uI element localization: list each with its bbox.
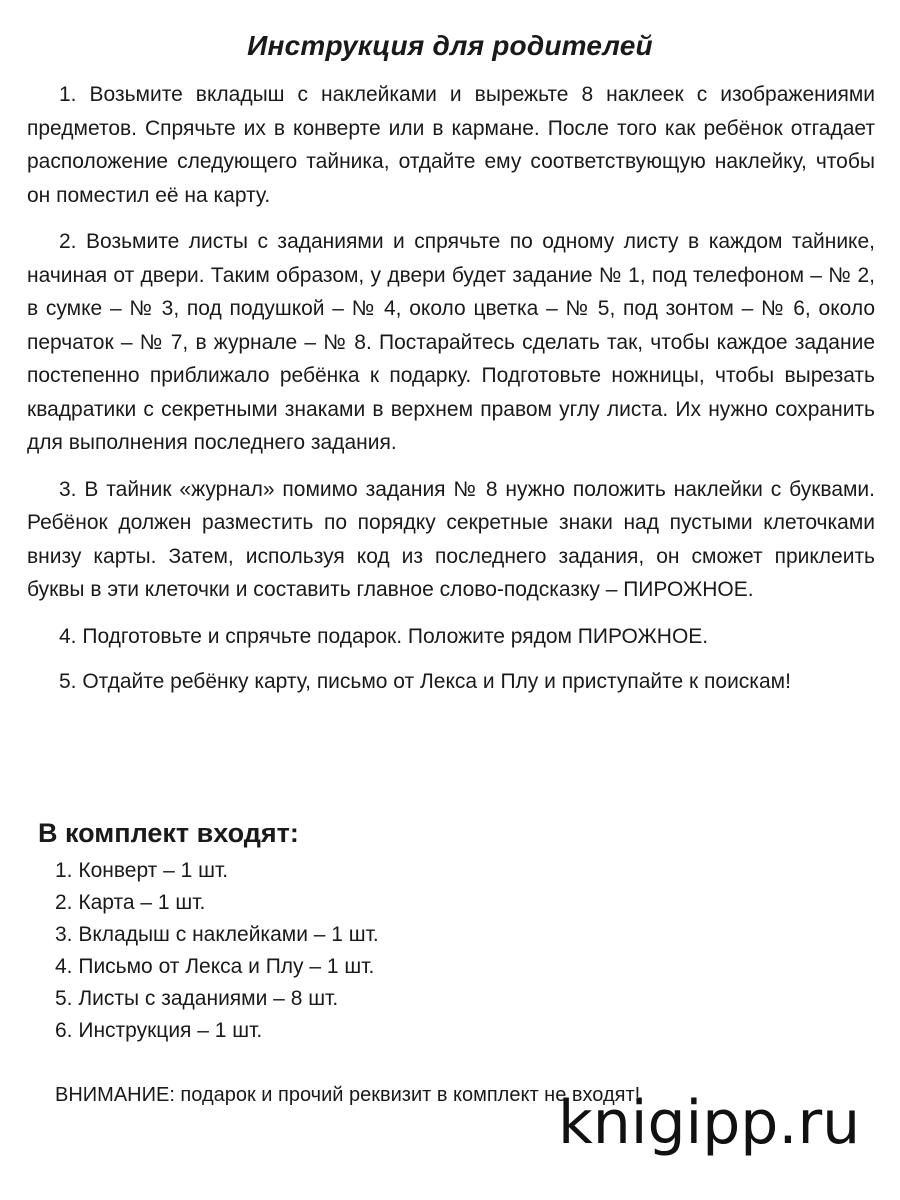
kit-list — [38, 855, 838, 1047]
kit-contents-section — [38, 818, 838, 1047]
kit-list-item: 2. Карта – 1 шт. — [55, 891, 206, 914]
instruction-paragraph-2: 2. Возьмите листы с заданиями и спрячьте по одному листу в каждом тайнике, начиная от двери. Таким образом, у двери будет задание № 1, под телефоном – № 2, в сумке – № 3, под подушкой – № 4, около цветка – № 5, под зонтом – № 6, около перчаток – № 7, в журнале – № 8. Постарайтесь сделать так, чтобы каждое задание постепенно приближало ребёнка к подарку. Подготовьте ножницы, чтобы вырезать квадратики с секретными знаками в верхнем правом углу листа. Их нужно сохранить для выполнения последнего задания. — [27, 230, 875, 454]
instruction-paragraph-5: 5. Отдайте ребёнку карту, письмо от Лекса и Плу и приступайте к поискам! — [59, 670, 791, 693]
watermark-text: knigipp.ru — [558, 1088, 861, 1158]
page-title: Инструкция для родителей — [247, 30, 653, 61]
kit-list-item: 4. Письмо от Лекса и Плу – 1 шт. — [55, 955, 375, 978]
kit-list-item: 6. Инструкция – 1 шт. — [55, 1019, 263, 1042]
instruction-paragraph-1: 1. Возьмите вкладыш с наклейками и вырежьте 8 наклеек с изображениями предметов. Спрячьте их в конверте или в кармане. После того как ребёнок отгадает расположение следующего тайника, отдайте ему соответствующую наклейку, чтобы он поместил её на карту. — [27, 83, 875, 207]
kit-list-item: 1. Конверт – 1 шт. — [55, 859, 229, 882]
instructions-section — [27, 78, 875, 711]
kit-list-item: 3. Вкладыш с наклейками – 1 шт. — [55, 923, 379, 946]
kit-list-item: 5. Листы с заданиями – 8 шт. — [55, 987, 339, 1010]
instruction-paragraph-4: 4. Подготовьте и спрячьте подарок. Положите рядом ПИРОЖНОЕ. — [59, 624, 709, 648]
warning-note: ВНИМАНИЕ: подарок и прочий реквизит в комплект не входят! — [55, 1084, 641, 1106]
instruction-paragraph-3: 3. В тайник «журнал» помимо задания № 8 нужно положить наклейки с буквами. Ребёнок должен разместить по порядку секретные знаки над пустыми клеточками внизу карты. Затем, используя код из последнего задания, он сможет приклеить буквы в эти клеточки и составить главное слово-подсказку – ПИРОЖНОЕ. — [27, 477, 875, 601]
kit-heading: В комплект входят: — [38, 818, 299, 848]
